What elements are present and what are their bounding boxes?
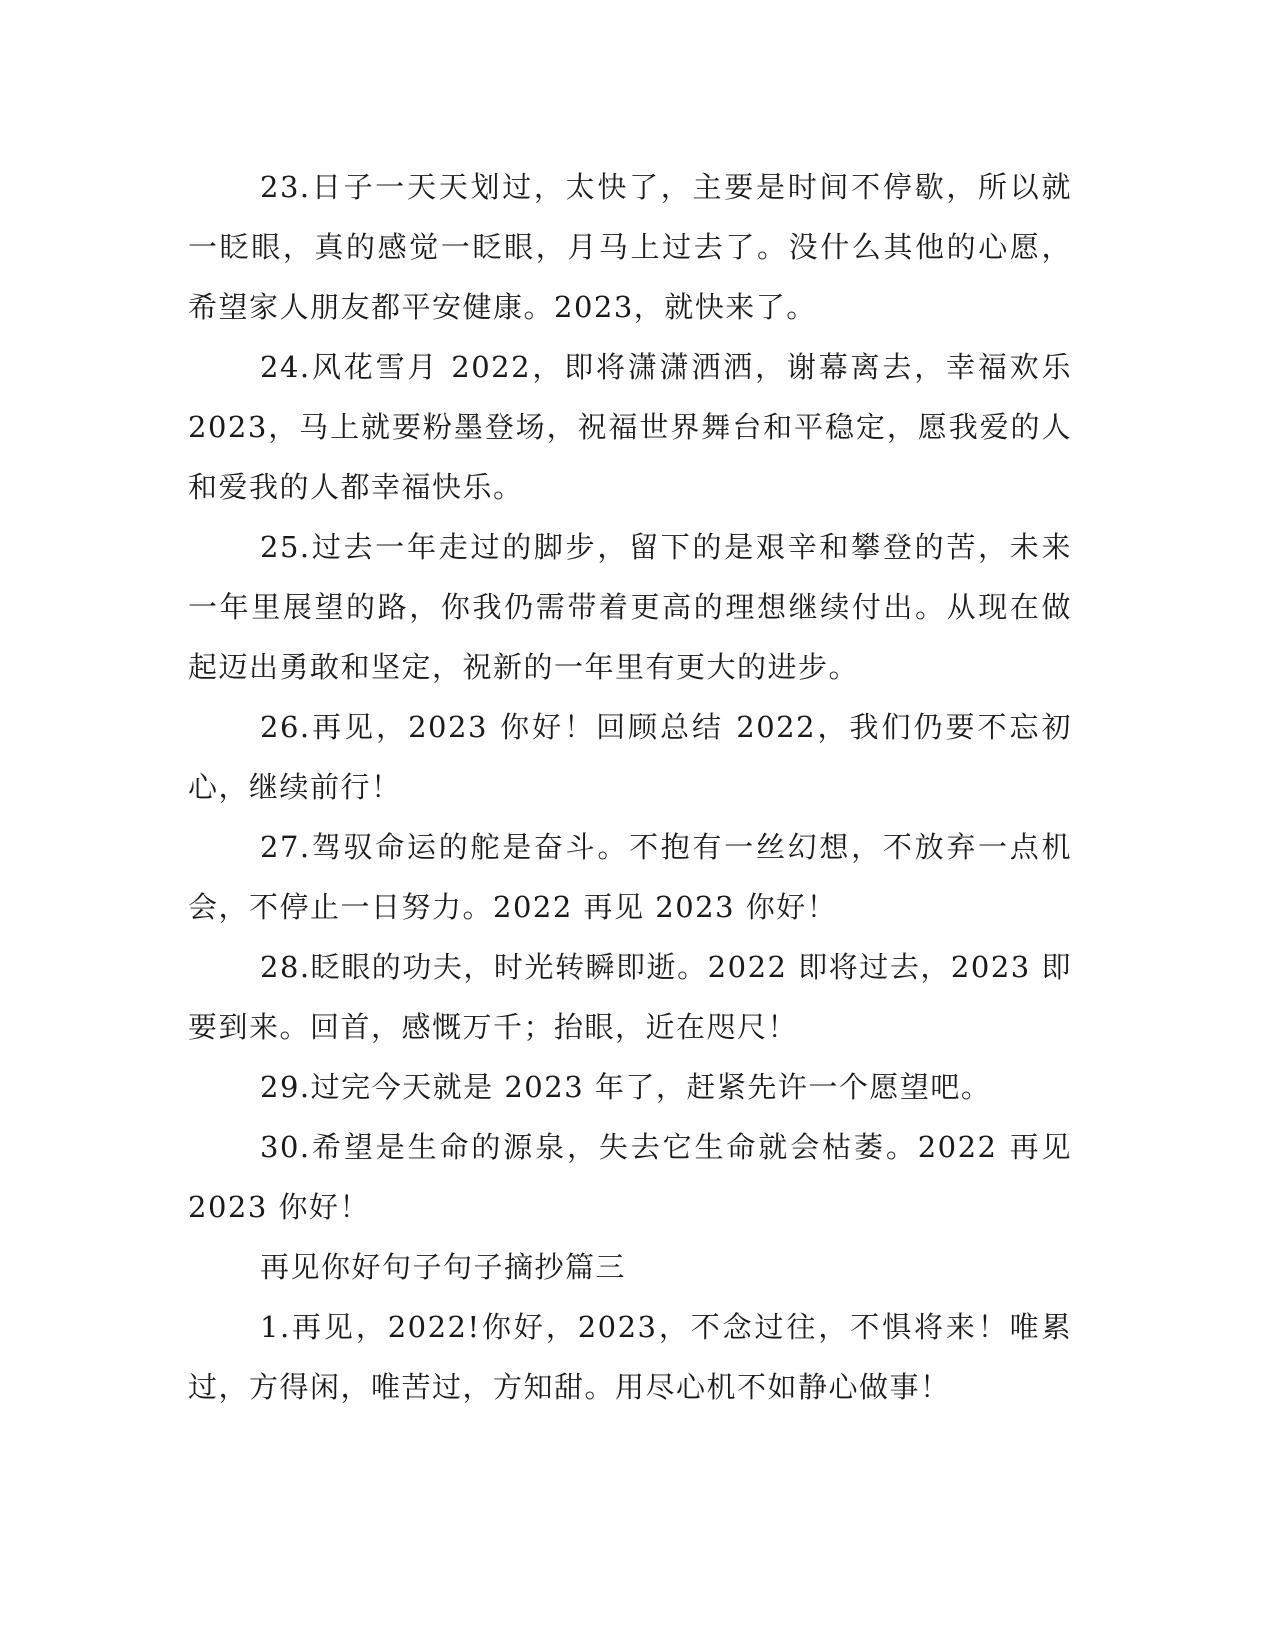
document-body xyxy=(188,157,1072,1417)
paragraph-28: 28.眨眼的功夫，时光转瞬即逝。2022 即将过去，2023 即要到来。回首，感慨万千；抬眼，近在咫尺！ xyxy=(188,950,1072,1044)
paragraph-27: 27.驾驭命运的舵是奋斗。不抱有一丝幻想，不放弃一点机会，不停止一日努力。2022 再见 2023 你好！ xyxy=(188,830,1072,924)
section-paragraph-1: 1.再见，2022!你好，2023，不念过往，不惧将来！唯累过，方得闲，唯苦过，方知甜。用尽心机不如静心做事！ xyxy=(188,1310,1072,1404)
paragraph-29: 29.过完今天就是 2023 年了，赶紧先许一个愿望吧。 xyxy=(260,1070,992,1104)
paragraph-25: 25.过去一年走过的脚步，留下的是艰辛和攀登的苦，未来一年里展望的路，你我仍需带着更高的理想继续付出。从现在做起迈出勇敢和坚定，祝新的一年里有更大的进步。 xyxy=(188,530,1072,684)
paragraph-30: 30.希望是生命的源泉，失去它生命就会枯萎。2022 再见 2023 你好！ xyxy=(188,1130,1072,1224)
paragraph-26: 26.再见，2023 你好！回顾总结 2022，我们仍要不忘初心，继续前行！ xyxy=(188,710,1072,804)
paragraph-23: 23.日子一天天划过，太快了，主要是时间不停歇，所以就一眨眼，真的感觉一眨眼，月马上过去了。没什么其他的心愿，希望家人朋友都平安健康。2023，就快来了。 xyxy=(188,170,1072,324)
section-heading: 再见你好句子句子摘抄篇三 xyxy=(260,1250,627,1284)
paragraph-24: 24.风花雪月 2022，即将潇潇洒洒，谢幕离去，幸福欢乐 2023，马上就要粉墨登场，祝福世界舞台和平稳定，愿我爱的人和爱我的人都幸福快乐。 xyxy=(188,350,1072,504)
